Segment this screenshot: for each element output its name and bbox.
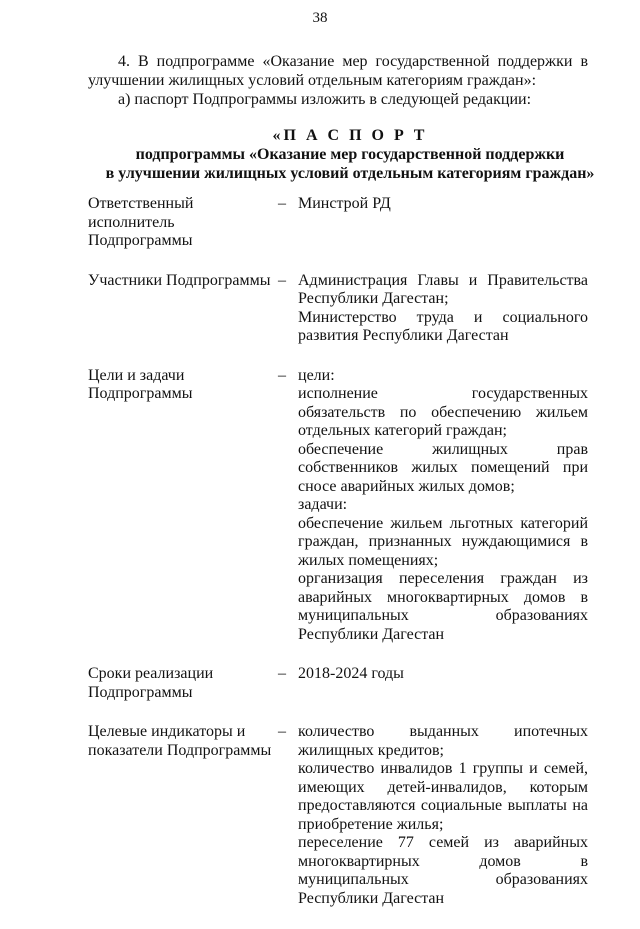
passport-value-item: исполнение государственных обязательств по обеспечению жильем отдельных категорий граждан; bbox=[298, 385, 588, 439]
page-number: 38 bbox=[312, 10, 328, 26]
passport-row-value bbox=[298, 665, 588, 702]
passport-value-item: количество выданных ипотечных жилищных кредитов; bbox=[298, 723, 588, 759]
passport-value-item: обеспечение жилищных прав собственников жилых помещений при сносе аварийных жилых домов; bbox=[298, 440, 588, 495]
passport-value-item: организация переселения граждан из аварийных многоквартирных домов в муниципальных образованиях Республики Дагестан bbox=[298, 570, 588, 643]
passport-title-line-2: подпрограммы «Оказание мер государственной поддержки bbox=[135, 146, 565, 163]
passport-value-item: 2018-2024 годы bbox=[298, 665, 404, 682]
passport-row-label: Целевые индикаторы и показатели Подпрограммы bbox=[88, 723, 272, 759]
passport-row bbox=[88, 195, 588, 251]
passport-row bbox=[88, 665, 588, 702]
passport-row-label: Участники Подпрограммы bbox=[88, 271, 271, 289]
dash-separator: – bbox=[278, 195, 286, 212]
passport-value-item: задачи: bbox=[298, 496, 348, 513]
passport-value-item: переселение 77 семей из аварийных многоквартирных домов в муниципальных образованиях Республики Дагестан bbox=[298, 834, 588, 907]
intro-paragraph-2: а) паспорт Подпрограммы изложить в следующей редакции: bbox=[118, 91, 532, 108]
passport-row-label: Цели и задачи Подпрограммы bbox=[88, 366, 193, 402]
intro-text bbox=[88, 52, 588, 109]
passport-row bbox=[88, 272, 588, 346]
passport-row-value bbox=[298, 272, 588, 346]
passport-value-item: Администрация Главы и Правительства Республики Дагестан; bbox=[298, 271, 588, 307]
passport-row-label: Сроки реализации Подпрограммы bbox=[88, 665, 214, 701]
passport-row-value bbox=[298, 367, 588, 645]
passport-value-item: обеспечение жильем льготных категорий граждан, признанных нуждающимися в жилых помещениях; bbox=[298, 514, 588, 569]
dash-separator: – bbox=[278, 366, 286, 384]
passport-row bbox=[88, 723, 588, 908]
passport-title-line-1: «П А С П О Р Т bbox=[272, 127, 428, 144]
passport-row-value bbox=[298, 195, 588, 251]
passport-row-value bbox=[298, 723, 588, 908]
passport-table bbox=[88, 195, 588, 929]
dash-separator: – bbox=[278, 271, 286, 289]
dash-separator: – bbox=[278, 665, 286, 682]
dash-separator: – bbox=[278, 723, 286, 740]
passport-value-item: Министерство труда и социального развития Республики Дагестан bbox=[298, 308, 588, 344]
passport-row bbox=[88, 367, 588, 645]
passport-title-line-3: в улучшении жилищных условий отдельным категориям граждан» bbox=[105, 165, 595, 182]
intro-paragraph-1: 4. В подпрограмме «Оказание мер государственной поддержки в улучшении жилищных условий отдельным категориям граждан»: bbox=[88, 53, 588, 89]
passport-title bbox=[60, 126, 640, 183]
passport-row-label: Ответственный исполнитель Подпрограммы bbox=[88, 195, 194, 249]
passport-value-item: количество инвалидов 1 группы и семей, имеющих детей-инвалидов, которым предоставляются социальные выплаты на приобретение жилья; bbox=[298, 760, 588, 833]
passport-value-item: Минстрой РД bbox=[298, 195, 391, 212]
passport-value-item: цели: bbox=[298, 366, 335, 384]
